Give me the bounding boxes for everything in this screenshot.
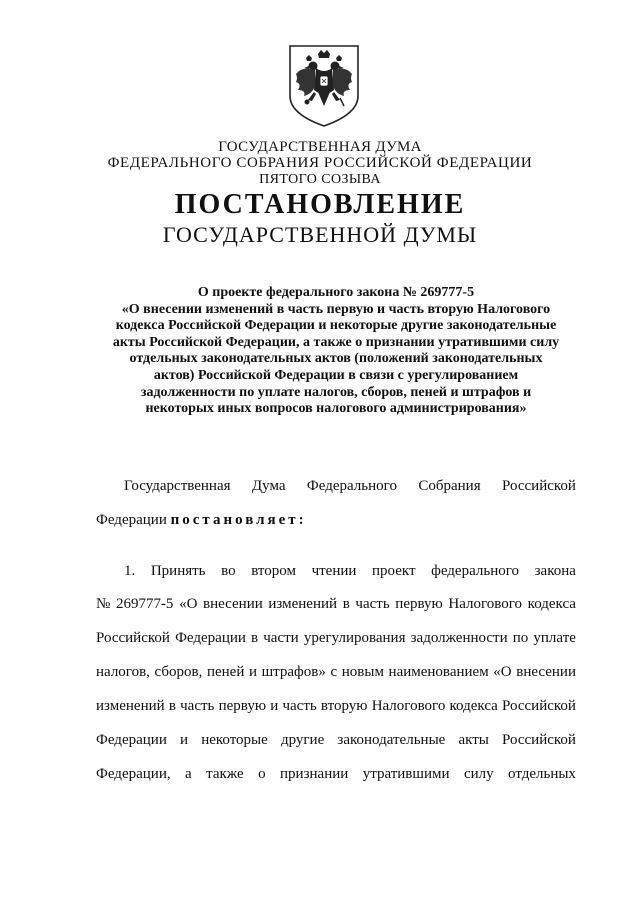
word: наименованием (388, 664, 489, 680)
word: Российской (96, 630, 170, 646)
word: Федерации, (96, 766, 171, 782)
word: изменений (96, 698, 165, 714)
preamble-line-1 (96, 478, 576, 495)
word: изменений (268, 596, 338, 612)
coat-of-arms-icon (288, 44, 360, 128)
word: и (180, 732, 189, 748)
word: акты (458, 732, 489, 748)
word: сборов, (154, 664, 203, 680)
word: первую (395, 596, 443, 612)
word: часть (180, 698, 215, 714)
subject-line: некоторых иных вопросов налогового администрирования» (145, 401, 527, 417)
item1-line-5 (96, 698, 576, 715)
word: в (168, 698, 176, 714)
resolves-verb: постановляет: (170, 512, 307, 528)
word: другие (280, 732, 325, 748)
word: закона (534, 563, 576, 579)
word: проект (372, 563, 416, 579)
word: о (258, 766, 266, 782)
subject-line: задолженности по уплате налогов, сборов, пеней и штрафов и (140, 384, 532, 400)
word: в (342, 596, 350, 612)
word: втором (251, 563, 296, 579)
item1-line-6 (96, 732, 576, 749)
subject-line: О проекте федерального закона № 269777-5 (197, 285, 475, 300)
subject-line: «О внесении изменений в часть первую и часть вторую Налогового (121, 301, 551, 317)
word: Федерального (306, 478, 397, 494)
word: Федерации (96, 732, 167, 748)
word: Собрания (418, 478, 481, 494)
word: Дума (251, 478, 286, 494)
word: и (248, 664, 257, 680)
word: кодекса (449, 698, 498, 714)
word: Налогового (448, 596, 523, 612)
word: признании (280, 766, 349, 782)
word: чтении (311, 563, 357, 579)
word: Российской (502, 732, 576, 748)
item1-line-4 (96, 664, 576, 681)
word: силу (463, 766, 494, 782)
word: новым (341, 664, 384, 680)
subject-line: отдельных законодательных актов (положений законодательных (129, 351, 543, 367)
item1-line-3 (96, 630, 576, 647)
preamble-line-2 (96, 512, 576, 529)
resolution-subject (96, 285, 576, 418)
word: «О (493, 664, 512, 680)
item1-line-1 (96, 563, 576, 580)
word: по (512, 630, 529, 646)
convocation: ПЯТОГО СОЗЫВА (259, 172, 381, 187)
item1-line-7 (96, 766, 576, 783)
subject-line: кодекса Российской Федерации и некоторые другие законодательные (115, 318, 557, 334)
word: налогов, (96, 664, 150, 680)
word: № (96, 596, 111, 612)
word: некоторые (201, 732, 268, 748)
word: вторую (320, 698, 368, 714)
item1-line-2 (96, 596, 576, 613)
word: 1. (124, 563, 136, 579)
word: в (251, 630, 259, 646)
word: внесении (203, 596, 263, 612)
word: отдельных (508, 766, 576, 782)
word: и (270, 698, 279, 714)
word: «О (179, 596, 198, 612)
word: с (330, 664, 338, 680)
word: также (206, 766, 244, 782)
word: часть (282, 698, 317, 714)
word: а (185, 766, 192, 782)
word: урегулирования (303, 630, 406, 646)
document-type-title: ПОСТАНОВЛЕНИЕ (174, 189, 466, 220)
word: штрафов» (261, 664, 326, 680)
word: кодекса (527, 596, 576, 612)
document-subtitle: ГОСУДАРСТВЕННОЙ ДУМЫ (162, 222, 478, 247)
issuer-name: ГОСУДАРСТВЕННАЯ ДУМА (218, 139, 422, 155)
word: Государственная (124, 478, 231, 494)
word: Принять (150, 563, 206, 579)
word: первую (218, 698, 267, 714)
word: часть (355, 596, 390, 612)
subject-line: актов) Российской Федерации в связи с урегулированием (153, 367, 519, 383)
word: Российской (502, 698, 576, 714)
word: пеней (206, 664, 245, 680)
subject-line: акты Российской Федерации, а также о признании утратившими силу (112, 334, 560, 350)
issuer-parliament: ФЕДЕРАЛЬНОГО СОБРАНИЯ РОССИЙСКОЙ ФЕДЕРАЦИИ (107, 155, 533, 171)
word: задолженности (410, 630, 508, 646)
word: законодательные (337, 732, 446, 748)
word: во (221, 563, 236, 579)
word: утратившими (362, 766, 450, 782)
word: уплате (533, 630, 576, 646)
word: внесении (516, 664, 576, 680)
word: 269777-5 (115, 596, 174, 612)
word: Федерации (96, 512, 171, 528)
word: федерального (431, 563, 520, 579)
word: Федерации (175, 630, 246, 646)
word: части (263, 630, 299, 646)
word: Российской (502, 478, 576, 494)
word: Налогового (371, 698, 446, 714)
